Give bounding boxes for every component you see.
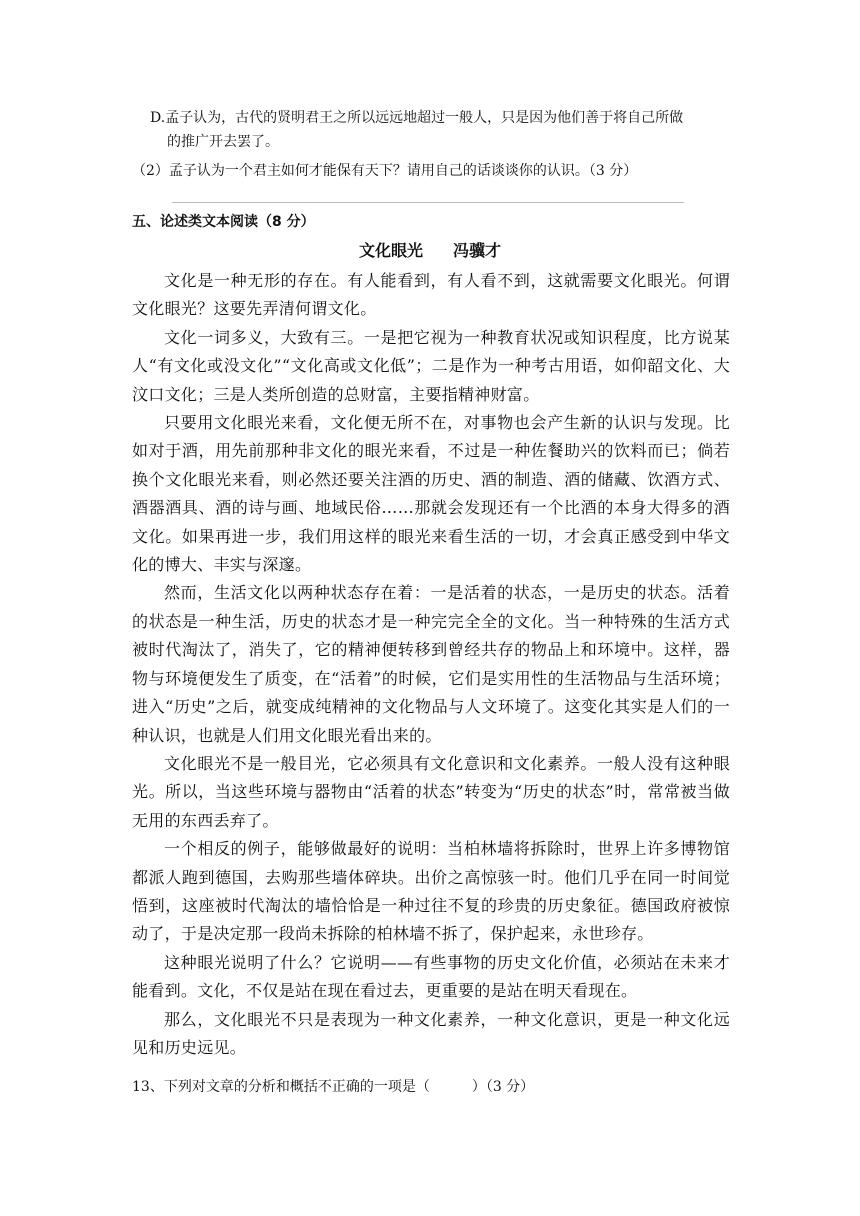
option-d	[150, 106, 770, 154]
option-d-text: 孟子认为，古代的贤明君王之所以远远地超过一般人，只是因为他们善于将自己所做	[165, 110, 684, 126]
article-paragraph-3: 只要用文化眼光来看，文化便无所不在，对事物也会产生新的认识与发现。比如对于酒，用先前那种非文化的眼光来看，不过是一种佐餐助兴的饮料而已；倘若换个文化眼光来看，则必然还要关注酒的历史、酒的制造、酒的储藏、饮酒方式、酒器酒具、酒的诗与画、地域民俗……那就会发现还有一个比酒的本身大得多的酒文化。如果再进一步，我们用这样的眼光来看生活的一切，才会真正感受到中华文化的博大、丰实与深邃。	[132, 413, 730, 575]
question-13: 13、下列对文章的分析和概括不正确的一项是（ ）（3 分）	[132, 1079, 535, 1095]
article-paragraph-2: 文化一词多义，大致有三。一是把它视为一种教育状况或知识程度，比方说某人“有文化或没文化”“文化高或文化低”；二是作为一种考古用语，如仰韶文化、大汶口文化；三是人类所创造的总财富，主要指精神财富。	[132, 327, 730, 404]
article-author: 冯骥才	[453, 241, 502, 260]
section-title: 五、论述类文本阅读（8 分）	[132, 214, 315, 230]
article-paragraph-7: 这种眼光说明了什么？它说明——有些事物的历史文化价值，必须站在未来才能看到。文化，不仅是站在现在看过去，更重要的是站在明天看现在。	[132, 952, 730, 1001]
article-heading	[0, 238, 860, 264]
article-paragraph-6: 一个相反的例子，能够做最好的说明：当柏林墙将拆除时，世界上许多博物馆都派人跑到德国，去购那些墙体碎块。出价之高惊骇一时。他们几乎在同一时间觉悟到，这座被时代淘汰的墙恰恰是一种过往不复的珍贵的历史象征。德国政府被惊动了，于是决定那一段尚未拆除的柏林墙不拆了，保护起来，永世珍存。	[132, 839, 730, 944]
article-paragraph-5: 文化眼光不是一般目光，它必须具有文化意识和文化素养。一般人没有这种眼光。所以，当这些环境与器物由“活着的状态”转变为“历史的状态”时，常常被当做无用的东西丢弃了。	[132, 753, 730, 830]
article-title: 文化眼光	[358, 241, 423, 260]
article-paragraph-4: 然而，生活文化以两种状态存在着：一是活着的状态，一是历史的状态。活着的状态是一种生活，历史的状态才是一种完完全全的文化。当一种特殊的生活方式被时代淘汰了，消失了，它的精神便转移到曾经共存的物品上和环境中。这样，器物与环境便发生了质变，在“活着”的时候，它们是实用性的生活物品与生活环境；进入“历史”之后，就变成纯精神的文化物品与人文环境了。这变化其实是人们的一种认识，也就是人们用文化眼光看出来的。	[132, 583, 730, 745]
question-2: （2）孟子认为一个君主如何才能保有天下？请用自己的话谈谈你的认识。（3 分）	[132, 163, 638, 179]
option-d-continuation: 的推广开去罢了。	[167, 134, 279, 150]
option-d-prefix: D.	[150, 110, 166, 126]
article-body	[132, 267, 730, 1062]
answer-line[interactable]	[172, 202, 684, 203]
article-paragraph-1: 文化是一种无形的存在。有人能看到，有人看不到，这就需要文化眼光。何谓文化眼光？这要先弄清何谓文化。	[132, 271, 730, 319]
article-paragraph-8: 那么，文化眼光不只是表现为一种文化素养，一种文化意识，更是一种文化远见和历史远见。	[132, 1009, 730, 1057]
